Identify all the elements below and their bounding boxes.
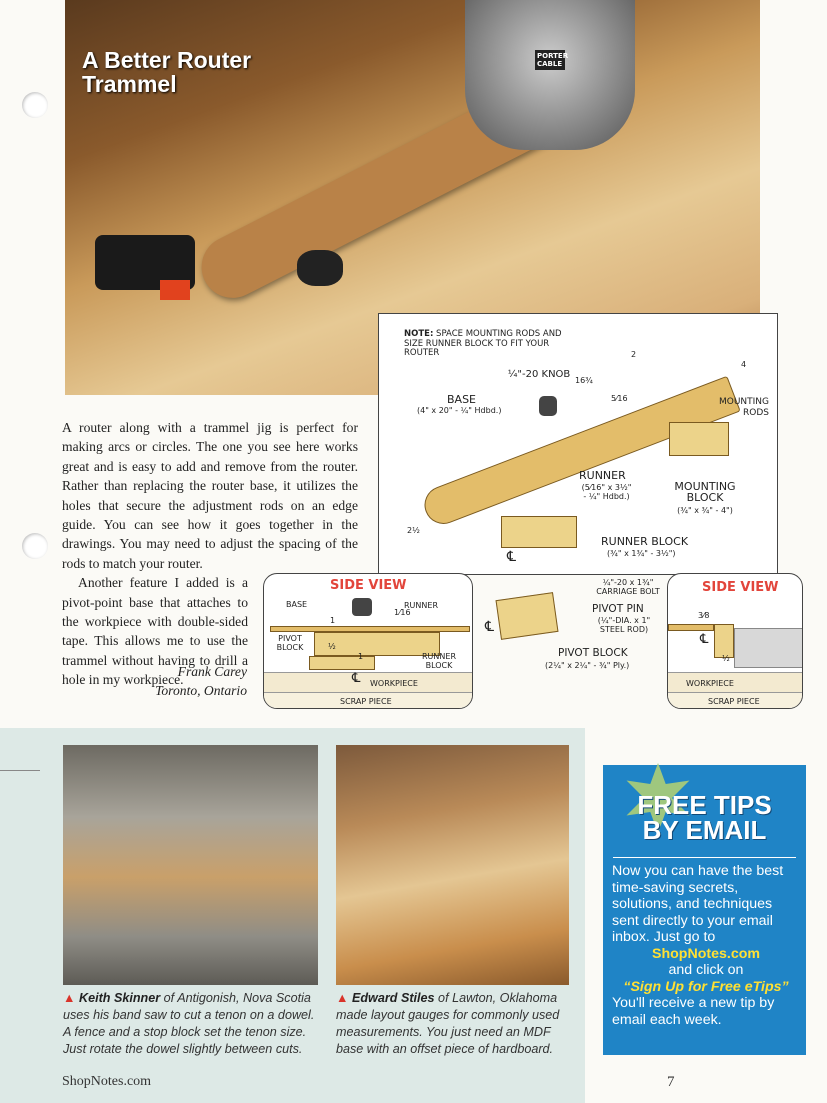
scrap-piece — [264, 692, 473, 709]
dim-radius: 2½ — [407, 526, 420, 535]
workpiece — [264, 672, 473, 692]
runner-label: RUNNER — [579, 469, 626, 482]
promo-headline — [603, 790, 806, 845]
tip-text: of Antigonish, Nova Scotia uses his band saw to cut a tenon on a dowel. A fence and a stop block set the tenon size. Just rotate the dowel slightly between cuts. — [63, 991, 315, 1056]
centerline-symbol: ℄ — [485, 619, 494, 635]
promo-text: Now you can have the best time-saving secrets, solutions, and techniques sent directly to your email inbox. Just go to — [612, 863, 784, 945]
scrap-label: SCRAP PIECE — [340, 697, 392, 706]
headline-line: BY EMAIL — [642, 815, 767, 845]
workpiece-label: WORKPIECE — [686, 679, 734, 688]
mounting-block-drawing — [669, 422, 729, 456]
diagram-note — [404, 330, 564, 359]
base-dim: (4" x 20" - ¼" Hdbd.) — [417, 406, 502, 415]
promo-text: You'll receive a new tip by email each week. — [612, 995, 775, 1028]
title-line: Trammel — [82, 71, 177, 97]
dim-4: 4 — [741, 360, 747, 369]
binder-hole — [22, 92, 48, 118]
runner-label: RUNNER — [404, 601, 438, 610]
centerline-symbol: ℄ — [700, 632, 709, 647]
dim: ½ — [722, 654, 730, 663]
pivot-pin-dim: (¼"-DIA. x 1" STEEL ROD) — [597, 616, 651, 634]
paragraph: Another feature I added is a pivot-point base that attaches to the workpiece with double-sided tape. This allows me to use the trammel without having to drill a hole in my workpiece. — [62, 575, 248, 688]
base-label: BASE — [286, 600, 308, 609]
divider — [0, 770, 40, 771]
byline — [150, 662, 247, 700]
promo-text: and click on — [668, 962, 744, 978]
knob-label: ¼"-20 KNOB — [507, 369, 571, 380]
exploded-diagram — [378, 313, 778, 575]
note-label: NOTE: — [404, 329, 434, 339]
pivot-block-label: PIVOT BLOCK — [276, 634, 304, 652]
tip-author: Keith Skinner — [78, 991, 161, 1005]
carriage-bolt-label: ¼"-20 x 1¾" CARRIAGE BOLT — [596, 578, 660, 596]
side-view-title: SIDE VIEW — [330, 578, 407, 593]
dim-slot: 5⁄16 — [611, 394, 628, 403]
headline-line: FREE TIPS — [637, 790, 772, 820]
page-number: 7 — [667, 1074, 675, 1090]
free-tips-promo[interactable] — [603, 765, 806, 1055]
runner-dim: (5⁄16" x 3½" - ¼" Hdbd.) — [581, 483, 632, 501]
dim-length: 16¾ — [575, 376, 593, 385]
mounting-block-label: MOUNTING BLOCK — [674, 480, 736, 504]
runner-block-drawing — [501, 516, 577, 548]
dim: 1 — [358, 652, 364, 661]
tip-caption — [63, 990, 325, 1058]
knob-drawing — [539, 396, 557, 416]
router-base-section — [734, 628, 803, 668]
side-view-right — [667, 573, 803, 709]
workpiece-label: WORKPIECE — [370, 679, 418, 688]
centerline-symbol: ℄ — [352, 671, 361, 686]
layout-gauge-photo — [336, 745, 569, 985]
router-brand: PORTER CABLE — [537, 52, 569, 68]
paragraph: A router along with a trammel jig is perfect for making arcs or circles. The one you see here works great and is easy to add and remove from the router. Rather than replacing the router base, it utilizes the holes that secure the adjustment rods on an edge guide. You can see how it goes together in the drawings. You may need to adjust the spacing of the rods to match your router. — [62, 420, 358, 571]
dim-2: 2 — [631, 350, 637, 359]
runner-section — [714, 624, 734, 658]
runner-block-label: RUNNER BLOCK — [601, 535, 689, 548]
pivot-block-label: PIVOT BLOCK — [558, 647, 628, 659]
runner-block-label: RUNNER BLOCK — [422, 652, 456, 670]
side-view-left — [263, 573, 473, 709]
knob — [297, 250, 343, 286]
scrap-label: SCRAP PIECE — [708, 697, 760, 706]
pivot-pin-label: PIVOT PIN — [592, 603, 644, 615]
tip-author: Edward Stiles — [351, 991, 435, 1005]
title-line: A Better Router — [82, 47, 252, 73]
knob-section — [352, 598, 372, 616]
dim: 3⁄8 — [698, 611, 710, 620]
clamp-jaw — [160, 280, 190, 300]
promo-body — [612, 863, 800, 1028]
runner-block-dim: (¾" x 1¾" - 3½") — [607, 549, 676, 558]
triangle-icon: ▲ — [63, 991, 76, 1005]
divider — [613, 857, 796, 858]
article-title — [82, 48, 251, 96]
location: Toronto, Ontario — [155, 683, 247, 698]
triangle-icon: ▲ — [336, 991, 349, 1005]
tip-caption — [336, 990, 572, 1058]
promo-cta[interactable]: “Sign Up for Free eTips” — [623, 978, 789, 995]
base-label: BASE — [447, 393, 477, 406]
binder-hole — [22, 533, 48, 559]
promo-site-link[interactable]: ShopNotes.com — [652, 945, 760, 962]
router — [465, 0, 635, 150]
mounting-rods-label: MOUNTING RODS — [718, 397, 769, 418]
scrap-piece — [668, 692, 803, 709]
dim: 1⁄16 — [394, 608, 411, 617]
dim: ½ — [328, 642, 336, 651]
base-section — [668, 624, 714, 631]
mounting-block-dim: (¾" x ¾" - 4") — [677, 506, 733, 515]
note-text: SPACE MOUNTING RODS AND SIZE RUNNER BLOCK TO FIT YOUR ROUTER — [404, 329, 562, 358]
side-view-title: SIDE VIEW — [702, 580, 779, 595]
tip-text: of Lawton, Oklahoma made layout gauges for commonly used measurements. You just need an MDF base with an offset piece of hardboard. — [336, 991, 560, 1056]
pivot-block-dim: (2¼" x 2¼" - ¾" Ply.) — [545, 661, 630, 670]
author: Frank Carey — [177, 664, 247, 679]
dim: 1 — [330, 616, 336, 625]
centerline-symbol: ℄ — [507, 549, 516, 565]
pivot-block-drawing — [495, 592, 558, 640]
workpiece — [668, 672, 803, 692]
band-saw-tenon-photo — [63, 745, 318, 985]
footer-site: ShopNotes.com — [62, 1074, 152, 1089]
pivot-block-section — [309, 656, 375, 670]
